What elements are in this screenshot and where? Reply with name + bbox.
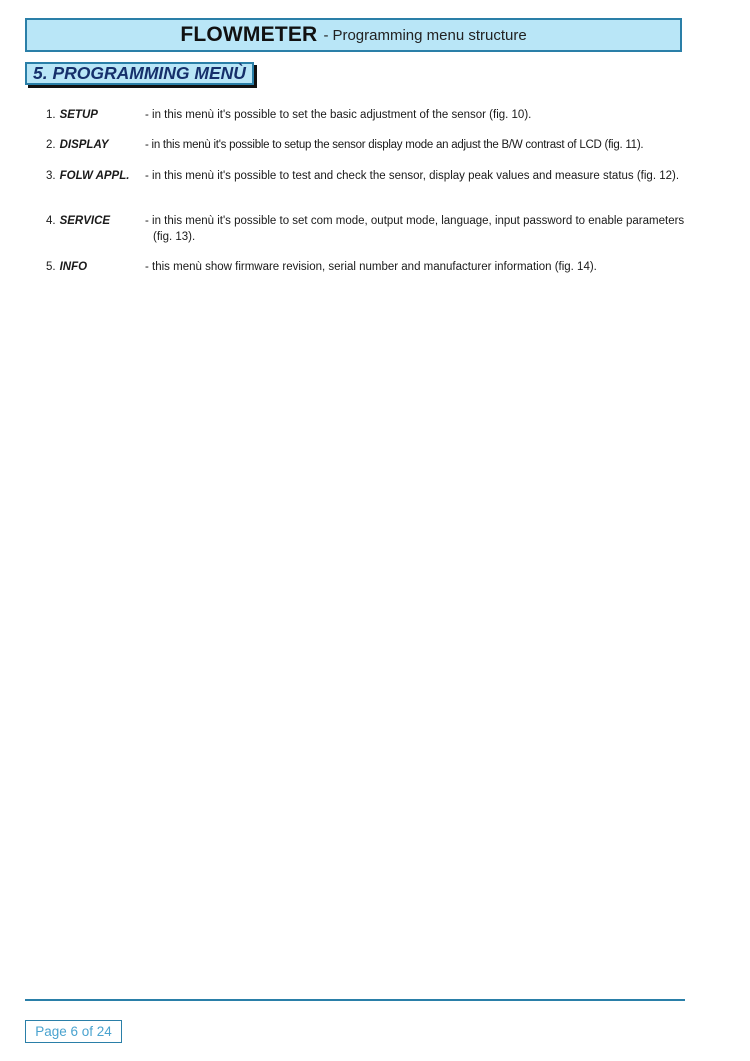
menu-item-description: - in this menù it's possible to set com mode, output mode, language, input password to enable parameters (fig. 13).	[145, 215, 685, 243]
document-subtitle: Programming menu structure	[332, 26, 527, 44]
menu-item-name: INFO	[59, 261, 88, 273]
menu-item-description: - this menù show firmware revision, serial number and manufacturer information (fig. 14).	[145, 261, 597, 273]
menu-item-description: - in this menù it's possible to setup the sensor display mode an adjust the B/W contrast of LCD (fig. 11).	[145, 139, 644, 151]
footer-divider	[25, 999, 685, 1001]
section-heading: 5. PROGRAMMING MENÙ	[25, 62, 254, 85]
menu-item-name: SERVICE	[59, 215, 111, 227]
menu-item-label	[46, 168, 146, 184]
menu-item-name: FOLW APPL.	[59, 170, 130, 182]
menu-item-description: - in this menù it's possible to set the basic adjustment of the sensor (fig. 10).	[145, 109, 532, 121]
menu-item-label	[46, 137, 146, 153]
menu-item-label	[46, 213, 146, 229]
header-separator: -	[323, 26, 329, 44]
menu-item-number: 2.	[46, 139, 56, 151]
menu-item-name: SETUP	[59, 109, 98, 121]
document-title: FLOWMETER	[180, 23, 318, 46]
page-number-indicator: Page 6 of 24	[25, 1020, 122, 1043]
document-header	[25, 18, 682, 52]
menu-item-description: - in this menù it's possible to test and check the sensor, display peak values and measure status (fig. 12).	[145, 170, 680, 182]
menu-item-number: 3.	[46, 170, 56, 182]
menu-item-number: 1.	[46, 109, 56, 121]
menu-item-number: 5.	[46, 261, 56, 273]
menu-item-label	[46, 107, 146, 123]
menu-item-name: DISPLAY	[59, 139, 109, 151]
menu-item-label	[46, 259, 146, 275]
menu-item-number: 4.	[46, 215, 56, 227]
